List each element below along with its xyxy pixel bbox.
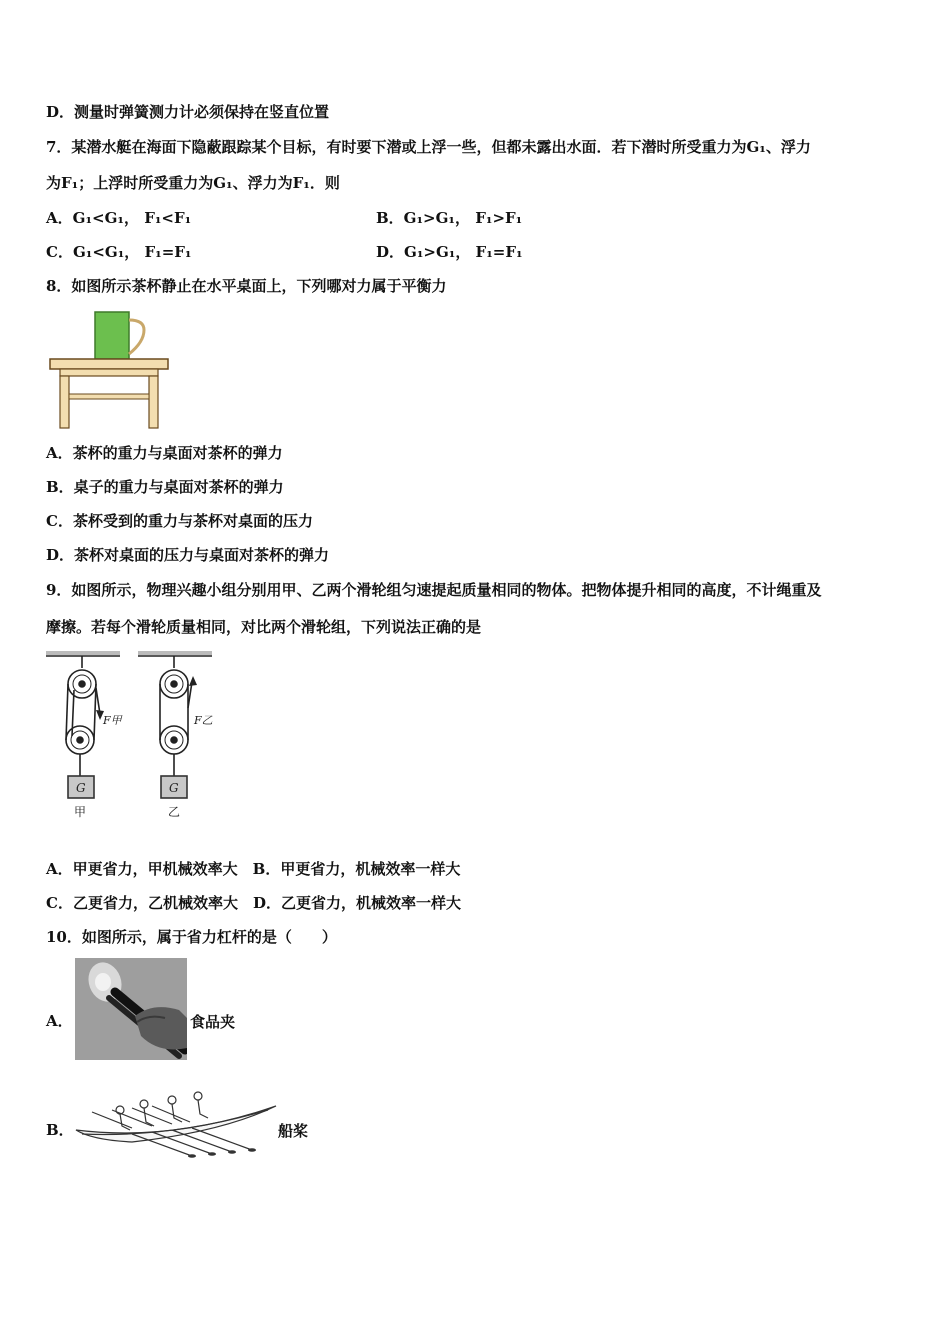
pulley-yi (160, 656, 192, 798)
system-yi-label: 乙 (168, 805, 181, 819)
table-leg-right (149, 376, 158, 428)
cup-handle (129, 320, 144, 354)
table-top (50, 359, 168, 369)
table-apron (60, 369, 158, 376)
weight-yi-label: G (169, 781, 179, 795)
food-tongs-photo (75, 958, 187, 1060)
rowing-boat-figure (72, 1090, 278, 1160)
q8-option-c: C．茶杯受到的重力与茶杯对桌面的压力 (46, 512, 313, 530)
q9-options-cd: C．乙更省力，乙机械效率大 D．乙更省力，机械效率一样大 (46, 894, 461, 912)
q8-option-d: D．茶杯对桌面的压力与桌面对茶杯的弹力 (46, 546, 330, 564)
q7-stem-line2: 为F₁；上浮时所受重力为G₁、浮力为F₁．则 (46, 174, 340, 192)
table-leg-left (60, 376, 69, 428)
q8-stem: 8．如图所示茶杯静止在水平桌面上，下列哪对力属于平衡力 (46, 277, 447, 295)
q7-stem-line1: 7．某潜水艇在海面下隐蔽跟踪某个目标，有时要下潜或上浮一些，但都未露出水面．若下潜时所受重力为G₁、浮力 (46, 138, 811, 156)
table-crossbar (69, 394, 149, 399)
cup-body (95, 312, 129, 359)
q10-option-a-label: A． (46, 1012, 73, 1030)
cup-on-table-figure (46, 308, 172, 430)
pulley-systems-figure (44, 648, 224, 824)
system-jia-label: 甲 (74, 805, 87, 819)
q7-option-a: A．G₁<G₁， F₁<F₁ (46, 209, 192, 227)
force-jia-label: F甲 (103, 714, 122, 727)
q7-option-c: C．G₁<G₁， F₁=F₁ (46, 243, 192, 261)
q10-option-b-label: B． (46, 1121, 74, 1139)
oar-caption: 船桨 (278, 1122, 309, 1140)
force-yi-label: F乙 (194, 714, 213, 727)
pulley-jia (66, 656, 100, 798)
weight-jia-label: G (76, 781, 86, 795)
tongs-caption: 食品夹 (190, 1013, 236, 1031)
q9-options-ab: A．甲更省力，甲机械效率大 B．甲更省力，机械效率一样大 (46, 860, 461, 878)
q7-option-d: D．G₁>G₁， F₁=F₁ (376, 243, 523, 261)
q8-option-a: A．茶杯的重力与桌面对茶杯的弹力 (46, 444, 283, 462)
q8-option-b: B．桌子的重力与桌面对茶杯的弹力 (46, 478, 284, 496)
q9-stem-line2: 摩擦。若每个滑轮质量相同，对比两个滑轮组，下列说法正确的是 (46, 618, 482, 636)
q7-option-b: B．G₁>G₁， F₁>F₁ (376, 209, 523, 227)
q9-stem-line1: 9．如图所示，物理兴趣小组分别用甲、乙两个滑轮组匀速提起质量相同的物体。把物体提升相同的高度，不计绳重及 (46, 581, 822, 599)
q6-option-d: D．测量时弹簧测力计必须保持在竖直位置 (46, 103, 330, 121)
q10-stem: 10．如图所示，属于省力杠杆的是（ ） (46, 928, 337, 946)
